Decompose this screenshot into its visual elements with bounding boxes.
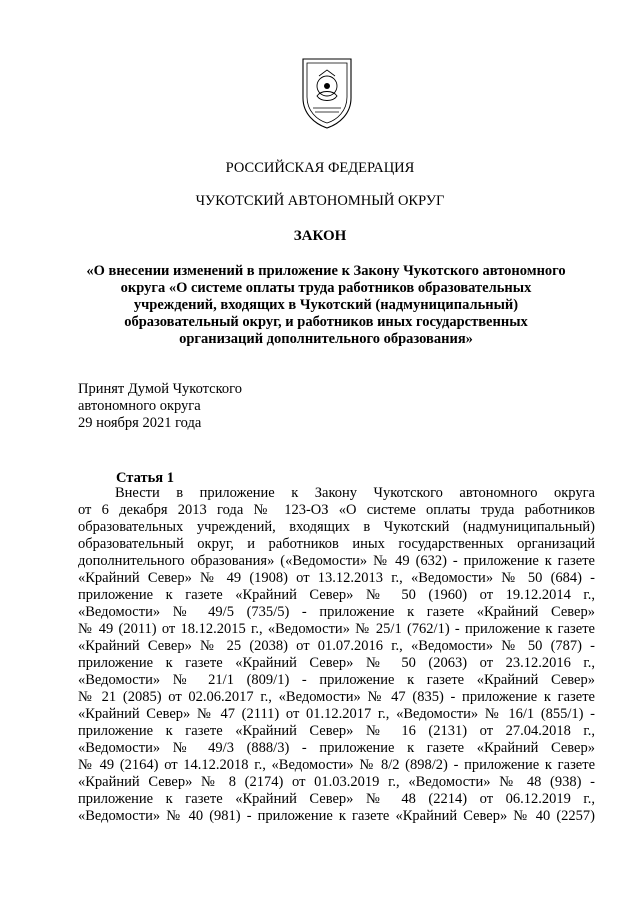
coat-of-arms-chukotka-icon <box>299 56 355 130</box>
article-line: дополнительного образования» («Ведомости» № 49 (632) - приложение к газете <box>78 553 595 569</box>
article-line: «Крайний Север» № 49 (1908) от 13.12.2013 г., «Ведомости» № 50 (684) - <box>78 570 595 586</box>
adoption-line: Принят Думой Чукотского <box>78 381 243 397</box>
article-line: «Ведомости» № 49/5 (735/5) - приложение к газете «Крайний Север» <box>78 604 595 620</box>
law-title <box>86 263 566 348</box>
law-title-line: округа «О системе оплаты труда работников образовательных <box>120 280 532 296</box>
article-line: № 49 (2011) от 18.12.2015 г., «Ведомости» № 25/1 (762/1) - приложение к газете <box>78 621 595 637</box>
coat-of-arms-emblem <box>299 56 355 130</box>
article-line: приложение к газете «Крайний Север» № 16 (2131) от 27.04.2018 г., <box>78 723 595 739</box>
article-line: «Крайний Север» № 47 (2111) от 01.12.2017 г., «Ведомости» № 16/1 (855/1) - <box>78 706 595 722</box>
article-body <box>78 485 595 825</box>
article-line: «Крайний Север» № 25 (2038) от 01.07.2016 г., «Ведомости» № 50 (787) - <box>78 638 595 654</box>
country-heading: РОССИЙСКАЯ ФЕДЕРАЦИЯ <box>225 160 415 176</box>
article-heading: Статья 1 <box>116 470 174 486</box>
article-line: «Крайний Север» № 8 (2174) от 01.03.2019 г., «Ведомости» № 48 (938) - <box>78 774 595 790</box>
law-title-line: учреждений, входящих в Чукотский (надмуниципальный) <box>133 297 519 313</box>
article-line: от 6 декабря 2013 года № 123-ОЗ «О системе оплаты труда работников <box>78 502 595 518</box>
law-title-line: организаций дополнительного образования» <box>179 331 473 347</box>
article-line: образовательный округ, и работников иных государственных организаций <box>78 536 595 552</box>
article-line: «Ведомости» № 40 (981) - приложение к газете «Крайний Север» № 40 (2257) <box>78 808 595 824</box>
law-title-line: «О внесении изменений в приложение к Закону Чукотского автономного <box>86 263 566 279</box>
article-line: «Ведомости» № 21/1 (809/1) - приложение к газете «Крайний Север» <box>78 672 595 688</box>
adoption-note <box>78 381 242 432</box>
document-type-heading: ЗАКОН <box>293 228 347 244</box>
article-line: Внести в приложение к Закону Чукотского автономного округа <box>115 485 595 501</box>
article-line: № 21 (2085) от 02.06.2017 г., «Ведомости» № 47 (835) - приложение к газете <box>78 689 595 705</box>
article-line: № 49 (2164) от 14.12.2018 г., «Ведомости» № 8/2 (898/2) - приложение к газете <box>78 757 595 773</box>
article-line: приложение к газете «Крайний Север» № 50 (2063) от 23.12.2016 г., <box>78 655 595 671</box>
region-heading: ЧУКОТСКИЙ АВТОНОМНЫЙ ОКРУГ <box>195 193 445 209</box>
law-title-line: образовательный округ, и работников иных государственных <box>124 314 528 330</box>
article-line: образовательных учреждений, входящих в Чукотский (надмуниципальный) <box>78 519 595 535</box>
adoption-date: 29 ноября 2021 года <box>78 415 202 431</box>
article-line: «Ведомости» № 49/3 (888/3) - приложение к газете «Крайний Север» <box>78 740 595 756</box>
adoption-line: автономного округа <box>78 398 201 414</box>
article-line: приложение к газете «Крайний Север» № 50 (1960) от 19.12.2014 г., <box>78 587 595 603</box>
article-line: приложение к газете «Крайний Север» № 48 (2214) от 06.12.2019 г., <box>78 791 595 807</box>
